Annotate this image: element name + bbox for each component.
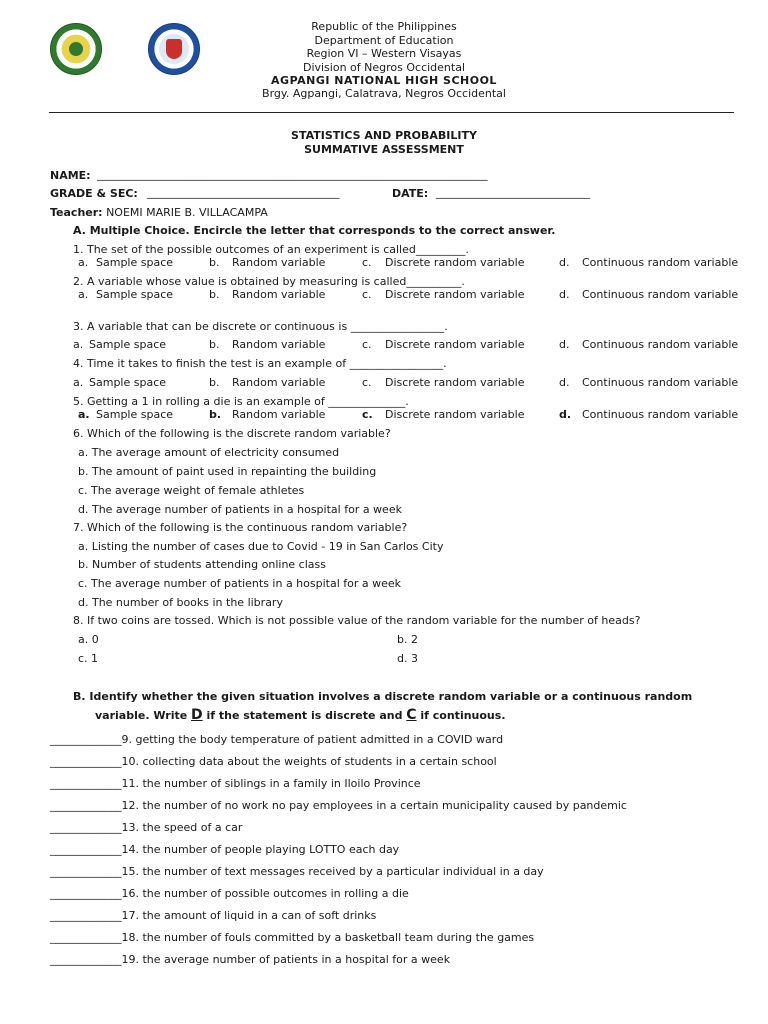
q6-option-c[interactable]: c. The average weight of female athletes bbox=[78, 484, 305, 497]
date-label: DATE: bbox=[392, 187, 429, 200]
item-text: 9. getting the body temperature of patient admitted in a COVID ward bbox=[121, 733, 504, 746]
option-a[interactable]: a. bbox=[78, 408, 90, 421]
item-text: 11. the number of siblings in a family in Iloilo Province bbox=[121, 777, 421, 790]
option-c-text: Discrete random variable bbox=[385, 288, 525, 301]
option-d[interactable]: d. bbox=[559, 408, 572, 421]
question-2: 2. A variable whose value is obtained by measuring is called__________. bbox=[73, 275, 465, 288]
answer-blank[interactable]: _____________ bbox=[50, 755, 122, 768]
instruction-mid: if the statement is discrete and bbox=[202, 709, 407, 722]
question-4-options bbox=[0, 376, 768, 390]
option-b-text: Random variable bbox=[232, 338, 326, 351]
option-a-text: Sample space bbox=[96, 256, 174, 269]
option-c[interactable]: c. bbox=[362, 288, 372, 301]
option-a[interactable]: a. bbox=[78, 256, 89, 269]
answer-blank[interactable]: _____________ bbox=[50, 887, 122, 900]
item-text: 10. collecting data about the weights of students in a certain school bbox=[121, 755, 497, 768]
q7-option-a[interactable]: a. Listing the number of cases due to Covid - 19 in San Carlos City bbox=[78, 540, 444, 553]
grade-label: GRADE & SEC: bbox=[50, 187, 138, 200]
answer-blank[interactable]: _____________ bbox=[50, 843, 122, 856]
option-b-text: Random variable bbox=[232, 408, 326, 421]
item-text: 18. the number of fouls committed by a basketball team during the games bbox=[121, 931, 535, 944]
option-c[interactable]: c. bbox=[362, 256, 372, 269]
item-13 bbox=[50, 821, 242, 834]
grade-field[interactable]: ___________________________________ bbox=[147, 186, 340, 199]
answer-blank[interactable]: _____________ bbox=[50, 931, 122, 944]
header-school-name: AGPANGI NATIONAL HIGH SCHOOL bbox=[271, 74, 497, 87]
q8-option-c[interactable]: c. 1 bbox=[78, 652, 99, 665]
answer-blank[interactable]: _____________ bbox=[50, 909, 122, 922]
option-b[interactable]: b. bbox=[209, 256, 220, 269]
header-division: Division of Negros Occidental bbox=[302, 60, 466, 74]
option-d-text: Continuous random variable bbox=[582, 338, 739, 351]
option-c-text: Discrete random variable bbox=[385, 338, 525, 351]
item-9 bbox=[50, 733, 503, 746]
q7-option-d[interactable]: d. The number of books in the library bbox=[78, 596, 283, 609]
question-8: 8. If two coins are tossed. Which is not possible value of the random variable for the number of heads? bbox=[73, 614, 641, 627]
option-a-text: Sample space bbox=[96, 408, 174, 421]
answer-blank[interactable]: _____________ bbox=[50, 953, 122, 966]
item-17 bbox=[50, 909, 376, 922]
option-b[interactable]: b. bbox=[209, 338, 220, 351]
title-assessment: SUMMATIVE ASSESSMENT bbox=[304, 143, 464, 156]
answer-blank[interactable]: _____________ bbox=[50, 733, 122, 746]
continuous-letter: C bbox=[406, 707, 417, 723]
option-a-text: Sample space bbox=[96, 288, 174, 301]
option-b-text: Random variable bbox=[232, 256, 326, 269]
answer-blank[interactable]: _____________ bbox=[50, 799, 122, 812]
part-b-heading: B. Identify whether the given situation involves a discrete random variable or a continuous random bbox=[73, 690, 693, 703]
option-d[interactable]: d. bbox=[559, 376, 570, 389]
part-a-heading: A. Multiple Choice. Encircle the letter that corresponds to the correct answer. bbox=[73, 224, 556, 237]
q6-option-a[interactable]: a. The average amount of electricity consumed bbox=[78, 446, 340, 459]
option-a[interactable]: a. bbox=[78, 288, 89, 301]
question-5-options bbox=[0, 408, 768, 422]
item-10 bbox=[50, 755, 497, 768]
q8-option-d[interactable]: d. 3 bbox=[397, 652, 418, 665]
option-b-text: Random variable bbox=[232, 288, 326, 301]
option-d[interactable]: d. bbox=[559, 338, 570, 351]
item-text: 13. the speed of a car bbox=[121, 821, 243, 834]
option-a-text: Sample space bbox=[89, 376, 167, 389]
option-c[interactable]: c. bbox=[362, 376, 372, 389]
option-b[interactable]: b. bbox=[209, 408, 222, 421]
answer-blank[interactable]: _____________ bbox=[50, 821, 122, 834]
item-text: 15. the number of text messages received by a particular individual in a day bbox=[121, 865, 544, 878]
q8-option-a[interactable]: a. 0 bbox=[78, 633, 99, 646]
header-republic: Republic of the Philippines bbox=[311, 20, 457, 33]
header-address: Brgy. Agpangi, Calatrava, Negros Occidental bbox=[262, 87, 506, 100]
q7-option-c[interactable]: c. The average number of patients in a hospital for a week bbox=[78, 577, 402, 590]
item-15 bbox=[50, 865, 544, 878]
question-7: 7. Which of the following is the continuous random variable? bbox=[73, 521, 408, 534]
question-6: 6. Which of the following is the discrete random variable? bbox=[73, 427, 391, 440]
option-b[interactable]: b. bbox=[209, 376, 220, 389]
item-text: 12. the number of no work no pay employees in a certain municipality caused by pandemic bbox=[121, 799, 627, 812]
header-region: Region VI – Western Visayas bbox=[306, 47, 462, 60]
item-14 bbox=[50, 843, 399, 856]
option-d-text: Continuous random variable bbox=[582, 376, 739, 389]
answer-blank[interactable]: _____________ bbox=[50, 777, 122, 790]
date-field[interactable]: ____________________________ bbox=[436, 186, 590, 199]
option-c-text: Discrete random variable bbox=[385, 256, 525, 269]
q8-option-b[interactable]: b. 2 bbox=[397, 633, 418, 646]
option-a-text: Sample space bbox=[89, 338, 167, 351]
item-text: 16. the number of possible outcomes in rolling a die bbox=[121, 887, 409, 900]
teacher-name: NOEMI MARIE B. VILLACAMPA bbox=[106, 206, 268, 219]
q6-option-d[interactable]: d. The average number of patients in a hospital for a week bbox=[78, 503, 402, 516]
item-12 bbox=[50, 799, 627, 812]
question-1: 1. The set of the possible outcomes of an experiment is called_________. bbox=[73, 243, 469, 256]
instruction-post: if continuous. bbox=[416, 709, 506, 722]
option-a[interactable]: a. bbox=[73, 376, 84, 389]
option-d-text: Continuous random variable bbox=[582, 408, 739, 421]
option-c[interactable]: c. bbox=[362, 408, 373, 421]
item-18 bbox=[50, 931, 534, 944]
question-1-options bbox=[0, 256, 768, 270]
header-department: Department of Education bbox=[314, 33, 454, 47]
item-text: 19. the average number of patients in a hospital for a week bbox=[121, 953, 451, 966]
q6-option-b[interactable]: b. The amount of paint used in repainting the building bbox=[78, 465, 377, 478]
q7-option-b[interactable]: b. Number of students attending online class bbox=[78, 558, 326, 571]
teacher-label: Teacher: bbox=[50, 206, 103, 219]
answer-blank[interactable]: _____________ bbox=[50, 865, 122, 878]
header-divider bbox=[49, 112, 734, 113]
item-text: 14. the number of people playing LOTTO each day bbox=[121, 843, 400, 856]
name-label: NAME: bbox=[50, 169, 91, 182]
item-19 bbox=[50, 953, 450, 966]
option-c[interactable]: c. bbox=[362, 338, 372, 351]
option-d-text: Continuous random variable bbox=[582, 256, 739, 269]
item-text: 17. the amount of liquid in a can of soft drinks bbox=[121, 909, 377, 922]
option-b[interactable]: b. bbox=[209, 288, 220, 301]
discrete-letter: D bbox=[191, 707, 203, 723]
instruction-pre: variable. Write bbox=[95, 709, 192, 722]
option-b-text: Random variable bbox=[232, 376, 326, 389]
question-2-options bbox=[0, 288, 768, 302]
title-subject: STATISTICS AND PROBABILITY bbox=[291, 129, 477, 142]
question-3: 3. A variable that can be discrete or continuous is _________________. bbox=[73, 320, 448, 333]
option-d-text: Continuous random variable bbox=[582, 288, 739, 301]
option-a[interactable]: a. bbox=[73, 338, 84, 351]
option-d[interactable]: d. bbox=[559, 288, 570, 301]
option-c-text: Discrete random variable bbox=[385, 376, 525, 389]
question-4: 4. Time it takes to finish the test is an example of _________________. bbox=[73, 357, 447, 370]
part-b-instruction bbox=[95, 707, 506, 723]
item-11 bbox=[50, 777, 421, 790]
teacher-row bbox=[50, 206, 268, 219]
item-16 bbox=[50, 887, 409, 900]
option-c-text: Discrete random variable bbox=[385, 408, 525, 421]
option-d[interactable]: d. bbox=[559, 256, 570, 269]
question-5: 5. Getting a 1 in rolling a die is an example of ______________. bbox=[73, 395, 409, 408]
name-field[interactable]: _______________________________________________________________________ bbox=[97, 168, 488, 181]
question-3-options bbox=[0, 338, 768, 352]
